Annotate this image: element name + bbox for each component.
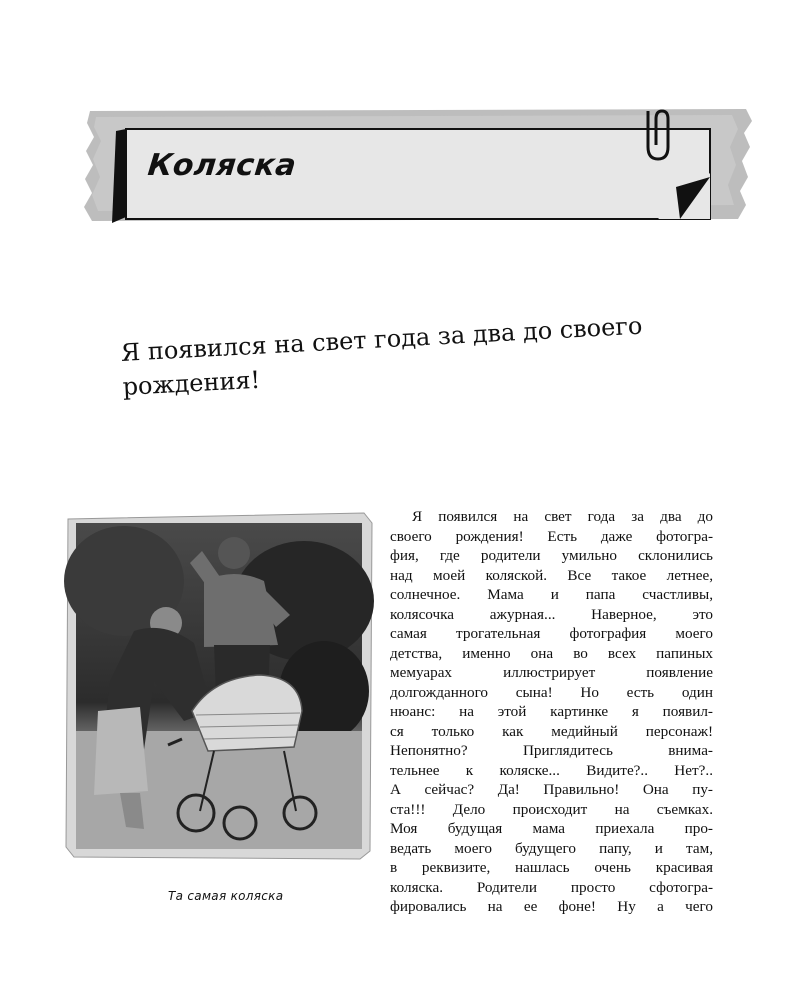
chapter-title: Коляска	[146, 148, 299, 183]
text-line: нюанс: на этой картинке я появил-	[390, 703, 713, 720]
text-line: Моя будущая мама приехала про-	[390, 820, 713, 837]
text-line: ста!!! Дело происходит на съемках.	[390, 800, 713, 818]
subtitle-line: Я появился на свет года за два до своего	[120, 311, 643, 367]
text-line: колясочка ажурная... Наверное, это	[390, 605, 713, 623]
text-line: своего рождения! Есть даже фотогра-	[390, 527, 713, 545]
chapter-subtitle	[120, 307, 683, 404]
text-line: тельнее к коляске... Видите?.. Нет?..	[390, 761, 713, 779]
text-line: фия, где родители умильно склонились	[390, 547, 713, 564]
text-line: Непонятно? Приглядитесь внима-	[390, 742, 713, 759]
text-line: мемуарах иллюстрирует появление	[390, 664, 713, 681]
text-line: ведать моего будущего папу, и там,	[390, 839, 713, 857]
text-line: долгожданного сына! Но есть один	[390, 683, 713, 701]
subtitle-line: рождения!	[121, 365, 261, 401]
body-text	[390, 507, 713, 917]
text-line: солнечное. Мама и папа счастливы,	[390, 586, 713, 603]
photo-graphic	[64, 511, 376, 861]
photo-caption: Та самая коляска	[168, 889, 284, 903]
text-line: коляска. Родители просто сфотогра-	[390, 878, 713, 896]
text-line: над моей коляской. Все такое летнее,	[390, 566, 713, 584]
text-line: самая трогательная фотография моего	[390, 625, 713, 642]
text-line: детства, именно она во всех папиных	[390, 644, 713, 662]
text-line: Я появился на свет года за два до	[412, 508, 713, 525]
text-line: в реквизите, нашлась очень красивая	[390, 859, 713, 876]
text-line: А сейчас? Да! Правильно! Она пу-	[390, 781, 713, 798]
text-line: ся только как медийный персонаж!	[390, 722, 713, 740]
text-line: фировались на ее фоне! Ну а чего	[390, 898, 713, 915]
family-photo	[64, 511, 376, 861]
